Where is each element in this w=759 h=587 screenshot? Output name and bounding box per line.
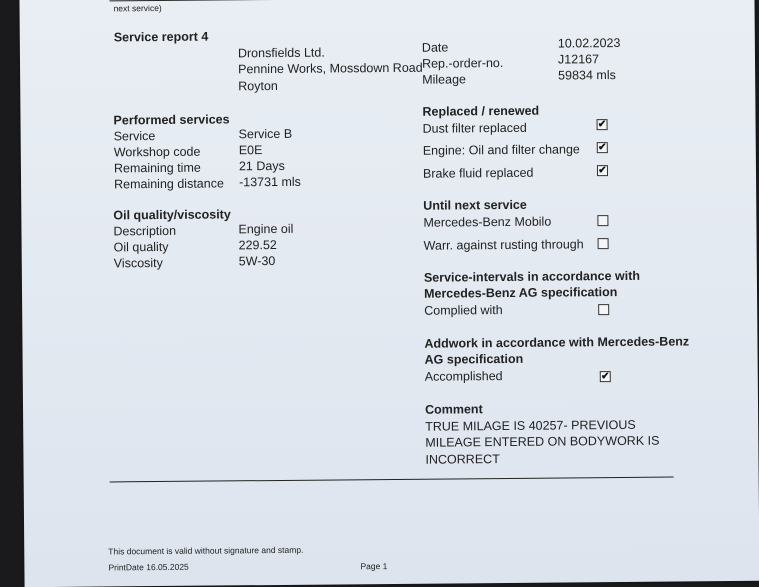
comment-heading: Comment: [424, 402, 483, 417]
mileage-label: Mileage: [422, 72, 467, 87]
checkbox-unchecked[interactable]: [598, 304, 609, 315]
date-label: Date: [421, 40, 449, 55]
mileage-value: 59834 mls: [558, 68, 616, 83]
intervals-item-label: Complied with: [424, 303, 503, 318]
intervals-heading-line1: Service-intervals in accordance with: [423, 268, 641, 285]
oil-label: Oil quality: [113, 239, 169, 255]
bottom-divider: [110, 477, 674, 483]
until-next-heading: Until next service: [423, 197, 527, 213]
oil-heading: Oil quality/viscosity: [113, 207, 231, 223]
page-number: Page 1: [360, 561, 388, 572]
dealer-name: Dronsfields Ltd.: [237, 45, 325, 61]
checkbox-checked[interactable]: ✔: [601, 371, 610, 383]
checkbox-checked[interactable]: ✔: [597, 119, 607, 131]
rep-order-label: Rep.-order-no.: [421, 55, 504, 71]
replaced-item-label: Brake fluid replaced: [422, 165, 534, 181]
addwork-heading-line2: AG specification: [424, 351, 524, 367]
top-fragment-text: next service): [113, 2, 162, 14]
performed-value: E0E: [238, 143, 263, 158]
checkbox-checked[interactable]: ✔: [598, 142, 607, 154]
oil-value: 5W-30: [238, 253, 276, 269]
addwork-item-label: Accomplished: [424, 369, 503, 384]
performed-label: Remaining time: [113, 160, 201, 176]
replaced-item-label: Dust filter replaced: [422, 120, 527, 136]
oil-value: Engine oil: [238, 221, 294, 237]
dealer-street: Pennine Works, Mossdown Road: [238, 60, 423, 77]
comment-line: INCORRECT: [425, 452, 500, 467]
performed-heading: Performed services: [113, 112, 230, 128]
intervals-heading-line2: Mercedes-Benz AG specification: [423, 285, 618, 301]
performed-label: Remaining distance: [114, 176, 224, 192]
performed-value: Service B: [238, 126, 293, 142]
oil-label: Description: [113, 223, 177, 239]
performed-label: Workshop code: [113, 144, 201, 160]
dealer-city: Royton: [238, 78, 278, 94]
replaced-heading: Replaced / renewed: [422, 103, 540, 119]
top-divider: [109, 0, 664, 1]
service-report-page: [19, 0, 759, 587]
rep-order-value: J12167: [557, 52, 600, 67]
performed-value: 21 Days: [238, 158, 285, 174]
checkbox-unchecked[interactable]: [598, 238, 609, 249]
checkbox-unchecked[interactable]: [597, 215, 608, 226]
checkbox-checked[interactable]: ✔: [598, 165, 607, 177]
validity-note: This document is valid without signature and stamp.: [108, 544, 304, 557]
performed-label: Service: [113, 129, 156, 144]
report-title: Service report 4: [113, 29, 209, 45]
comment-line: TRUE MILAGE IS 40257- PREVIOUS: [425, 417, 636, 434]
until-next-item-label: Warr. against rusting through: [423, 237, 584, 253]
replaced-item-label: Engine: Oil and filter change: [422, 142, 580, 158]
comment-line: MILEAGE ENTERED ON BODYWORK IS: [425, 433, 660, 450]
performed-value: -13731 mls: [239, 174, 301, 190]
oil-value: 229.52: [238, 237, 277, 253]
print-date: PrintDate 16.05.2025: [108, 561, 189, 573]
oil-label: Viscosity: [113, 255, 163, 271]
until-next-item-label: Mercedes-Benz Mobilo: [423, 214, 552, 230]
addwork-heading-line1: Addwork in accordance with Mercedes-Benz: [424, 334, 690, 351]
date-value: 10.02.2023: [557, 35, 621, 51]
